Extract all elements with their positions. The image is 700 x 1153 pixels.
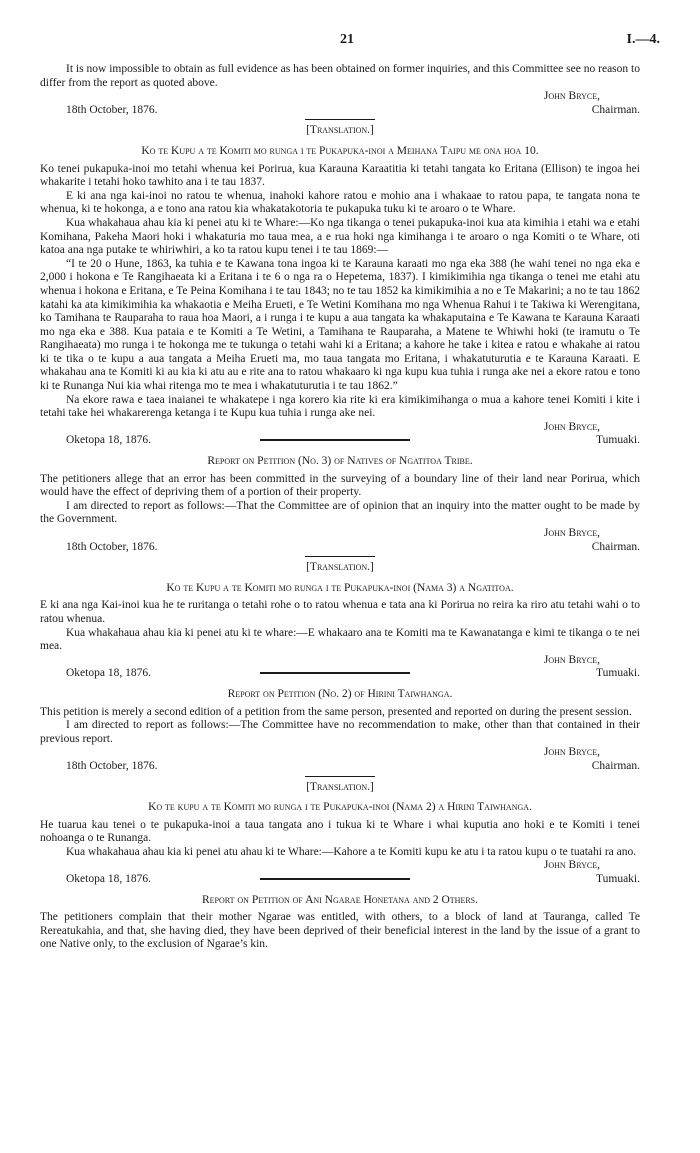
paragraph: Kua whakahaua ahau kia ki penei atu ahau ki te Whare:—Kahore a te Komiti kupu ke atu i ta ratou kupu o te tuatahi ra ano.: [66, 845, 637, 858]
signatory-role: Chairman.: [591, 540, 640, 553]
paragraph: He tuarua kau tenei o te pukapuka-inoi a taua tangata ano i tukua ki te Whare i whai kuputia ano hoki e te Komiti i tenei nohoanga o te Runanga.: [40, 818, 640, 845]
paragraph: E ki ana nga Kai-inoi kua he te ruritanga o tetahi rohe o to ratou whenua e tata ana ki Porirua no reira ka riro atu tetahi wahi o to ratou whenua.: [40, 599, 640, 625]
paragraph: Kua whakahaua ahau kia ki penei atu ki te whare:—E whakaaro ana te Komiti ma te Kawanatanga e kimi te tikanga o te nei mea.: [40, 626, 640, 653]
document-code: I.—4.: [626, 32, 660, 47]
section-heading: Ko te Kupu a te Komiti mo runga i te Pukapuka-inoi a Meihana Taipu me ona hoa 10.: [141, 144, 539, 157]
section-rule: [305, 556, 375, 557]
signature-row: [40, 859, 640, 873]
signatory-name: John Bryce,: [543, 90, 600, 103]
translation-label: [Translation.]: [306, 124, 374, 137]
signature-date: 18th October, 1876.: [66, 759, 158, 772]
signature-row: [40, 527, 640, 541]
section-rule: [305, 776, 375, 777]
date-row: [40, 434, 640, 448]
paragraph: The petitioners complain that their mother Ngarae was entitled, with others, to a block of land at Tauranga, called Te Rereatukahia, and that, she having died, they have been deprived of their beneficial interest in the land by the issue of a grant to one Native only, to the exclusion of Ngarae’s kin.: [40, 911, 640, 951]
signatory-name: John Bryce,: [543, 746, 600, 759]
signatory-role: Tumuaki.: [596, 667, 640, 680]
paragraph: I am directed to report as follows:—The Committee have no recommendation to make, other than that contained in their previous report.: [40, 719, 640, 745]
signatory-role: Chairman.: [591, 103, 640, 116]
page-header: [40, 32, 660, 63]
quotation-paragraph: “I te 20 o Hune, 1863, ka tuhia e te Kawana tona ingoa ki te Karauna karaati mo nga eka 388 (he wahi tenei no nga eka e 2,000 i hokona e Te Rangihaeata ki a Eritana i te 6 o nga ra o Hepetema, 1837). I kimikimihia nga tikanga o tenei me etahi atu whenua i hokona e Eritana, e Te Peina Komihana i te tau 1843; no te tau 1852 ka kimikimihia a no e Te Makarini; a no te tau 1862 katahi ka ata kimikimihia ka whakaotia e Meiha Erueti, e Te Wetini Komihana mo nga Whenua Rahui i te Takiwa ki Werengitana, ko Tamihana te Rauparaha to raua hoa Maori, a i runga i te kupu a aua tangata ka whakaputaina e Te Kawana te Karauna Karaati mo nga eka e 388. Kua pataia e te Komiti a Te Wetini, a Tamihana te Rauparaha, a Matene te Whiwhi hoki (te iramutu o Te Rangihaeata) mo runga i te hokonga me te tukunga o tetahi wahi ki a Eritana; a kahore he take i kitea e ratou e whakahe ai ratou ki te tika o te kupu a aua tangata a Meiha Erueti ma, mo taua tangata mo Eritana, i whakatuturutia e te Karauna Karaati. E whakahau ana te Komiti ki au kia ki atu au e rite ana to ratou whakaaro ki nga kupu kua tuhia i runga ake nei a ekore ratou e tono ki te Runanga Nui kia whai ritenga mo te mea i whakatuturutia i te tau 1862.”: [40, 257, 640, 393]
paragraph: E ki ana nga kai-inoi no ratou te whenua, inahoki kahore ratou e mohio ana i whakaae to ratou papa, te tangata nona te whenua, ki te hokonga, a e tono ana ratou kia whakatakotoria te pukapuka tuku ki te aroaro o te Whare.: [40, 189, 640, 216]
section-heading: Report on Petition (No. 2) of Hirini Taiwhanga.: [227, 687, 453, 700]
page-number: 21: [340, 32, 354, 47]
date-row: [40, 667, 640, 681]
paragraph: Na ekore rawa e taea inaianei te whakatepe i nga korero kia rite ki era kimikimihanga o mua a kahore tenei Komiti i kite i tetahi take hei whakarerenga ketanga i te Kupu kua tuhia i runga ake nei.: [40, 393, 640, 420]
section-heading: Report on Petition of Ani Ngarae Honetana and 2 Others.: [201, 893, 478, 906]
signatory-role: Chairman.: [591, 759, 640, 772]
section-rule: [260, 439, 410, 441]
date-row: [40, 541, 640, 555]
paragraph: The petitioners allege that an error has been committed in the surveying of a boundary line of their land near Porirua, which would have the effect of depriving them of a portion of their property.: [40, 472, 640, 499]
date-row: [40, 104, 640, 118]
signature-date: 18th October, 1876.: [66, 540, 158, 553]
paragraph: Kua whakahaua ahau kia ki penei atu ki te Whare:—Ko nga tikanga o tenei pukapuka-inoi kua ata kimihia i etahi wa e etahi Komihana, Pakeha Maori hoki i whakaturia mo taua mea, a e rua hoki nga kimihanga i te aroaro o nga Komiti o te Whare, oti katoa ana nga putake te whiriwhiri, a ko ta ratou kupu tenei i te tau 1869:—: [40, 216, 640, 257]
signatory-name: John Bryce,: [543, 420, 600, 433]
signature-row: [40, 90, 640, 104]
translation-label: [Translation.]: [306, 561, 374, 574]
section-heading: Report on Petition (No. 3) of Natives of Ngatitoa Tribe.: [207, 455, 473, 468]
section-rule: [260, 878, 410, 880]
date-row: [40, 873, 640, 887]
paragraph: I am directed to report as follows:—That the Committee are of opinion that an inquiry into the matter ought to be made by the Government.: [40, 499, 640, 526]
signatory-name: John Bryce,: [543, 653, 600, 666]
signature-date: Oketopa 18, 1876.: [66, 434, 151, 447]
signature-date: Oketopa 18, 1876.: [66, 873, 151, 886]
section-rule: [305, 119, 375, 120]
signatory-name: John Bryce,: [543, 527, 600, 539]
paragraph: This petition is merely a second edition of a petition from the same person, presented and reported on during the present session.: [40, 705, 632, 718]
document-page: [40, 0, 660, 952]
section-heading: Ko te kupu a te Komiti mo runga i te Pukapuka-inoi (Nama 2) a Hirini Taiwhanga.: [148, 801, 532, 814]
date-row: [40, 760, 640, 774]
section-rule: [260, 672, 410, 674]
section-heading: Ko te Kupu a te Komiti mo runga i te Pukapuka-inoi (Nama 3) a Ngatitoa.: [166, 581, 514, 594]
paragraph: Ko tenei pukapuka-inoi mo tetahi whenua kei Porirua, kua Karauna Karaatitia ki tetahi tangata ko Eritana (Ellison) te ingoa hei whakarite i tetahi hoko tawhito ana i te tau 1837.: [40, 162, 640, 189]
signatory-role: Tumuaki.: [596, 434, 640, 447]
signature-date: 18th October, 1876.: [66, 103, 158, 116]
signature-row: [40, 654, 640, 668]
signature-row: [40, 421, 640, 435]
signatory-name: John Bryce,: [543, 859, 600, 872]
translation-label: [Translation.]: [306, 780, 374, 793]
signature-row: [40, 746, 640, 760]
signatory-role: Tumuaki.: [596, 873, 640, 886]
paragraph: It is now impossible to obtain as full evidence as has been obtained on former inquiries, and this Committee see no reason to differ from the report as quoted above.: [40, 63, 640, 89]
signature-date: Oketopa 18, 1876.: [66, 667, 151, 680]
